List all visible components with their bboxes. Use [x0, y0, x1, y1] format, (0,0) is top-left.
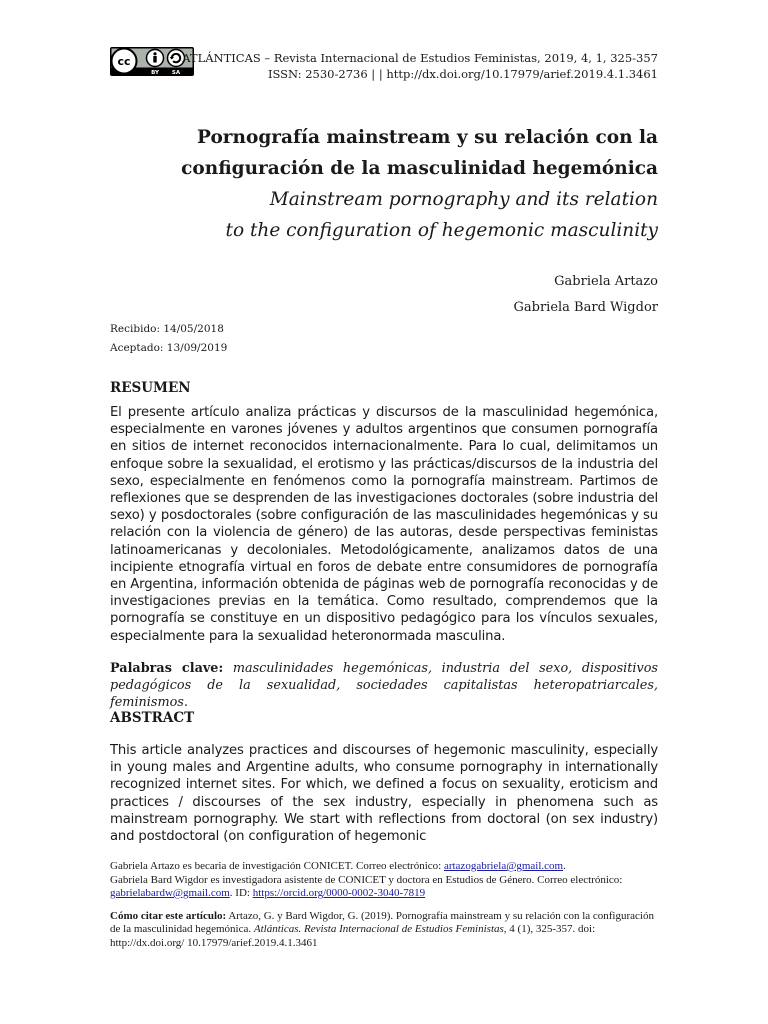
- footnote-artazo-end: .: [563, 860, 566, 872]
- sa-label: SA: [171, 70, 181, 76]
- keywords-block: [110, 660, 658, 711]
- author-name: Gabriela Bard Wigdor: [513, 300, 658, 315]
- journal-header: [182, 50, 658, 82]
- cite-label: Cómo citar este artículo:: [110, 909, 227, 922]
- footnote-artazo: [110, 860, 658, 874]
- orcid-link[interactable]: https://orcid.org/0000-0002-3040-7819: [252, 887, 426, 899]
- bard-email-link[interactable]: gabrielabardw@gmail.com: [110, 887, 230, 899]
- footnote-bard-mid: . ID:: [229, 887, 253, 899]
- article-title-block: [110, 122, 658, 246]
- footnote-artazo-text: Gabriela Artazo es becaria de investigación CONICET. Correo electrónico:: [110, 860, 444, 872]
- resumen-heading: RESUMEN: [110, 380, 191, 396]
- author-name: Gabriela Artazo: [554, 274, 658, 289]
- accepted-date: Aceptado: 13/09/2019: [110, 342, 228, 354]
- cite-text-1: Artazo, G. y Bard Wigdor, G. (2019). Pornografía mainstream y su relación con la configuración de la masculinidad hegemónica.: [110, 909, 654, 935]
- title-spanish-line-1: Pornografía mainstream y su relación con la: [197, 127, 658, 148]
- how-to-cite: [110, 910, 658, 951]
- footnote-bard: [110, 874, 658, 901]
- issn-doi: ISSN: 2530-2736 | | http://dx.doi.org/10.17979/arief.2019.4.1.3461: [267, 67, 658, 81]
- submission-dates: [110, 320, 227, 358]
- abstract-heading: ABSTRACT: [110, 710, 195, 726]
- keywords-text: masculinidades hegemónicas, industria del sexo, dispositivos pedagógicos de la sexualidad, sociedades capitalistas heteropatriarcales, feminismos.: [110, 661, 658, 710]
- abstract-text: This article analyzes practices and discourses of hegemonic masculinity, especially in young males and Argentine adults, who consume pornography in internationally recognized internet sites. For which, we defined a focus on sexuality, eroticism and practices / discourses of the sex industry, especially in phenomena such as mainstream pornography. We start with reflections from doctoral (on sex industry) and postdoctoral (on configuration of hegemonic: [110, 743, 658, 845]
- cite-text-2: , 4 (1), 325-357. doi: http://dx.doi.org/ 10.17979/arief.2019.4.1.3461: [110, 923, 596, 949]
- by-label: BY: [151, 70, 159, 76]
- keywords-label: Palabras clave:: [110, 661, 224, 676]
- title-english-line-2: to the configuration of hegemonic masculinity: [225, 220, 658, 241]
- footnotes: [110, 860, 658, 950]
- cc-letters: cc: [117, 55, 131, 68]
- resumen-text: El presente artículo analiza prácticas y discursos de la masculinidad hegemónica, especialmente en varones jóvenes y adultos argentinos que consumen pornografía en sitios de internet reconocidos internacionalmente. Para lo cual, delimitamos un enfoque sobre la sexualidad, el erotismo y las prácticas/discursos de la industria del sexo, especialmente en fenómenos como la pornografía mainstream. Partimos de reflexiones que se desprenden de las investigaciones doctorales (sobre industria del sexo) y posdoctorales (sobre configuración de las masculinidades hegemónicas y su relación con la violencia de género) de las autoras, desde perspectivas feministas latinoamericanas y decoloniales. Metodológicamente, analizamos datos de una incipiente etnografía virtual en foros de debate entre consumidores de pornografía en Argentina, información obtenida de páginas web de pornografía reconocidas y de investigaciones previas en la temática. Como resultado, comprendemos que la pornografía se constituye en un dispositivo pedagógico para los vínculos sexuales, especialmente para la sexualidad heteronormada masculina.: [110, 405, 658, 644]
- title-english-line-1: Mainstream pornography and its relation: [269, 189, 658, 210]
- footnote-bard-text: Gabriela Bard Wigdor es investigadora asistente de CONICET y doctora en Estudios de Género. Correo electrónico:: [110, 873, 623, 886]
- artazo-email-link[interactable]: artazogabriela@gmail.com: [443, 860, 564, 872]
- authors-list: [513, 269, 658, 321]
- cite-journal: Atlánticas. Revista Internacional de Estudios Feministas: [253, 923, 504, 935]
- journal-citation: ATLÁNTICAS – Revista Internacional de Estudios Feministas, 2019, 4, 1, 325-357: [182, 51, 658, 65]
- received-date: Recibido: 14/05/2018: [110, 323, 224, 335]
- title-spanish-line-2: configuración de la masculinidad hegemónica: [181, 158, 658, 179]
